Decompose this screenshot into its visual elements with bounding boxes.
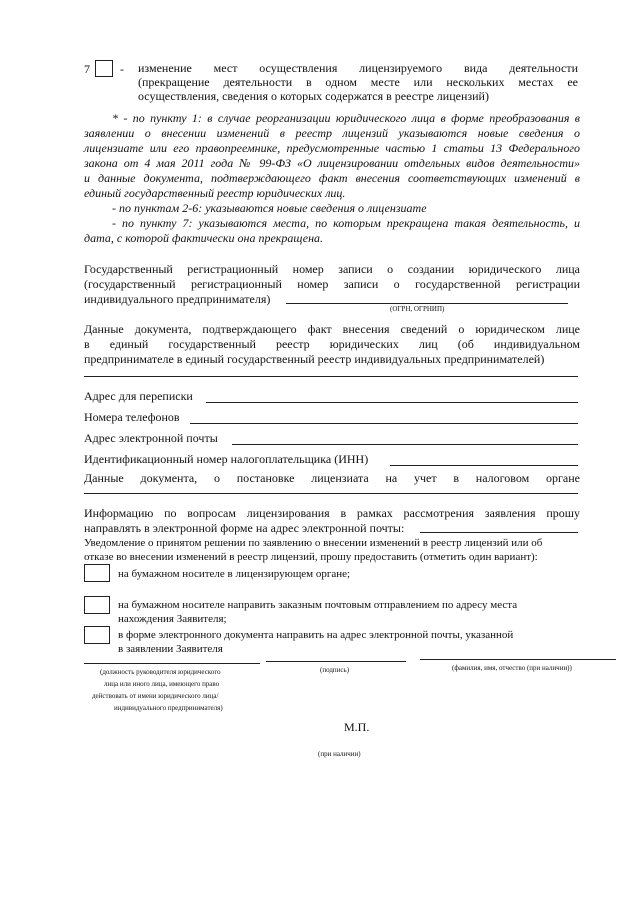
- option-electronic-checkbox[interactable]: [84, 626, 110, 644]
- item-number: 7: [84, 62, 90, 76]
- note-line-3: лицензиате или его правопреемнике, предусмотренные частью 1 статьи 13 Федерального: [84, 141, 580, 155]
- egr-line-1: Данные документа, подтверждающего факт внесения сведений о юридическом лице: [84, 322, 580, 336]
- ogrn-caption: (ОГРН, ОГРНИП): [390, 305, 445, 313]
- email-label: Адрес электронной почты: [84, 431, 218, 445]
- ogrn-line-1: Государственный регистрационный номер записи о создании юридического лица: [84, 262, 580, 276]
- address-label: Адрес для переписки: [84, 389, 193, 403]
- note-line-6: единый государственный реестр юридических лиц.: [84, 186, 346, 200]
- phones-label: Номера телефонов: [84, 410, 180, 424]
- phones-input-line[interactable]: [190, 423, 578, 424]
- inn-label: Идентификационный номер налогоплательщика (ИНН): [84, 452, 369, 466]
- egr-input-line[interactable]: [84, 376, 578, 377]
- option-electronic-label-2: в заявлении Заявителя: [118, 643, 223, 655]
- tax-doc-label: Данные документа, о постановке лицензиата на учет в налоговом органе: [84, 471, 580, 485]
- address-input-line[interactable]: [206, 402, 578, 403]
- info-email-input-line[interactable]: [420, 532, 578, 533]
- option-paper-mail-label-2: нахождения Заявителя;: [118, 613, 227, 625]
- signature-caption: (подпись): [320, 666, 350, 674]
- ogrn-line-2: (государственный регистрационный номер записи о государственной регистрации: [84, 277, 580, 291]
- notice-line-1: Уведомление о принятом решении по заявлению о внесении изменений в реестр лицензий или об: [84, 537, 543, 549]
- position-caption-2: лица или иного лица, имеющего право: [104, 680, 220, 688]
- option-electronic-label-1: в форме электронного документа направить на адрес электронной почты, указанной: [118, 629, 514, 641]
- notice-line-2: отказе во внесении изменений в реестр лицензий, прошу предоставить (отметить один вариант):: [84, 551, 538, 563]
- tax-doc-input-line[interactable]: [84, 493, 578, 494]
- signature-line[interactable]: [266, 661, 406, 662]
- note-line-1: * - по пункту 1: в случае реорганизации юридического лица в форме преобразования в: [112, 111, 580, 125]
- note-line-4: закона от 4 мая 2011 года № 99-ФЗ «О лицензировании отдельных видов деятельности»: [84, 156, 580, 170]
- ogrn-input-line[interactable]: [286, 303, 568, 304]
- note-p7-line-2: дата, с которой фактически она прекращена.: [84, 231, 324, 245]
- note-p26: - по пунктам 2-6: указываются новые сведения о лицензиате: [112, 201, 427, 215]
- position-caption-1: (должность руководителя юридического: [100, 668, 221, 676]
- stamp-caption: (при наличии): [318, 750, 361, 758]
- item7-line-2: (прекращение деятельности в одном месте или нескольких местах ее: [138, 75, 578, 89]
- note-p7-line-1: - по пункту 7: указываются места, по которым прекращена такая деятельность, и: [112, 216, 580, 230]
- option-paper-office-label: на бумажном носителе в лицензирующем органе;: [118, 568, 351, 580]
- option-paper-office-checkbox[interactable]: [84, 564, 110, 582]
- inn-input-line[interactable]: [390, 465, 578, 466]
- note-line-2: заявлении о внесении изменений в реестр лицензий указываются новые сведения о: [84, 126, 580, 140]
- email-input-line[interactable]: [232, 444, 578, 445]
- info-line-2: направлять в электронной форме на адрес электронной почты:: [84, 521, 405, 535]
- note-line-5: и данные документа, подтверждающего факт внесения соответствующих изменений в: [84, 171, 580, 185]
- option-paper-mail-label-1: на бумажном носителе направить заказным почтовым отправлением по адресу места: [118, 599, 518, 611]
- item7-line-1: изменение мест осуществления лицензируемого вида деятельности: [138, 61, 578, 75]
- position-caption-3: действовать от имени юридического лица/: [92, 692, 219, 700]
- name-caption: (фамилия, имя, отчество (при наличии)): [452, 664, 572, 672]
- item7-line-3: осуществления, сведения о которых содержатся в реестре лицензий): [138, 89, 489, 103]
- item7-checkbox[interactable]: [95, 60, 113, 77]
- option-paper-mail-checkbox[interactable]: [84, 596, 110, 614]
- item-dash: -: [120, 62, 124, 76]
- name-line[interactable]: [420, 659, 616, 660]
- info-line-1: Информацию по вопросам лицензирования в рамках рассмотрения заявления прошу: [84, 506, 580, 520]
- position-caption-4: индивидуального предпринимателя): [114, 704, 223, 712]
- stamp-label: М.П.: [344, 720, 370, 734]
- egr-line-3: предпринимателе в единый государственный реестр индивидуальных предпринимателей): [84, 352, 545, 366]
- egr-line-2: в единый государственный реестр юридических лиц (об индивидуальном: [84, 337, 580, 351]
- ogrn-line-3: индивидуального предпринимателя): [84, 292, 271, 306]
- position-line[interactable]: [84, 663, 260, 664]
